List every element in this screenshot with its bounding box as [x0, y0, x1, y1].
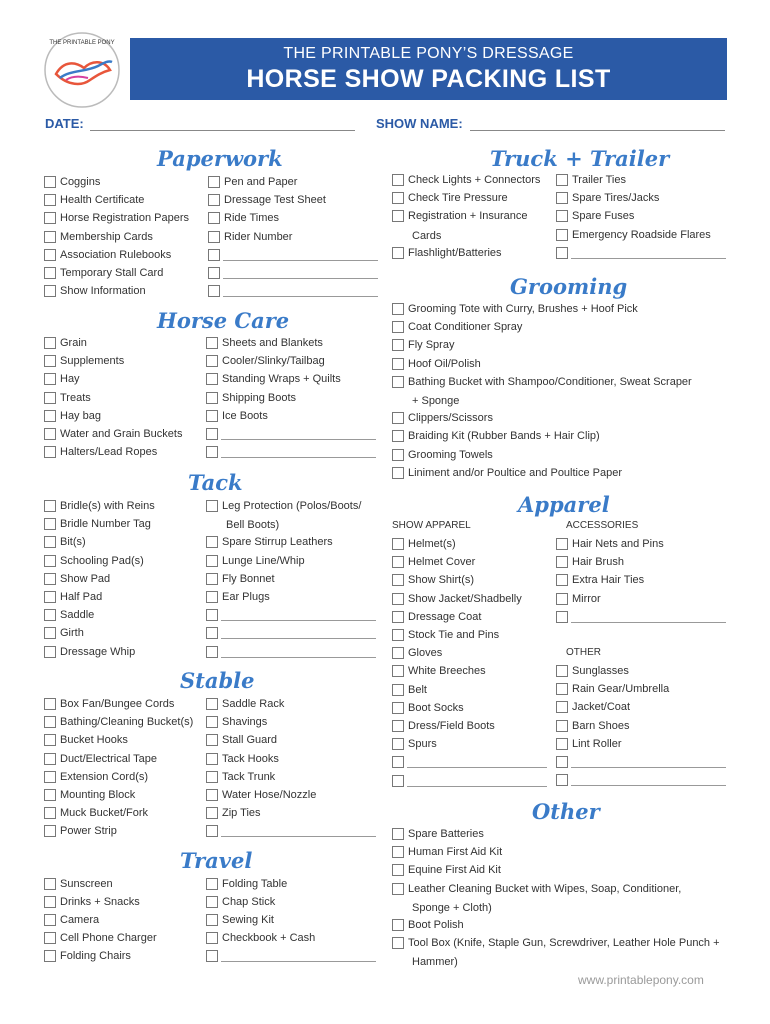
checklist-item-label: Shipping Boots — [222, 391, 296, 404]
checkbox[interactable] — [392, 467, 404, 479]
checklist-item-label: Ride Times — [224, 212, 280, 225]
checklist-item-label: Schooling Pad(s) — [60, 554, 144, 567]
checkbox[interactable] — [206, 698, 218, 710]
checkbox[interactable] — [392, 828, 404, 840]
checkbox[interactable] — [206, 337, 218, 349]
checklist-item-label: Dressage Whip — [60, 645, 136, 658]
blank-write-in-line[interactable] — [221, 638, 376, 639]
checklist-item-label: Bridle(s) with Reins — [60, 500, 155, 512]
checklist-item-label: Box Fan/Bungee Cords — [60, 698, 175, 710]
blank-write-in-line[interactable] — [223, 260, 378, 261]
checkbox[interactable] — [206, 734, 218, 746]
checkbox[interactable] — [206, 646, 218, 658]
checklist-item-label: Stock Tie and Pins — [408, 629, 500, 641]
checklist-item-label: Sunscreen — [60, 878, 113, 890]
checkbox[interactable] — [556, 774, 568, 786]
checklist-item-continuation: Hammer) — [412, 956, 458, 969]
checklist-item-label: Rain Gear/Umbrella — [572, 683, 670, 696]
checkbox[interactable] — [392, 684, 404, 696]
checkbox[interactable] — [44, 176, 56, 188]
checklist-item-label: Flashlight/Batteries — [408, 246, 502, 259]
section-title-grooming: Grooming — [510, 274, 628, 299]
checklist-item-label: Braiding Kit (Rubber Bands + Hair Clip) — [408, 430, 600, 443]
checkbox[interactable] — [392, 358, 404, 370]
blank-write-in-line[interactable] — [221, 836, 376, 837]
checkbox[interactable] — [44, 573, 56, 585]
checklist-item-continuation: Sponge + Cloth) — [412, 901, 492, 914]
checklist-item-label: Boot Polish — [408, 919, 464, 931]
checkbox[interactable] — [392, 883, 404, 895]
checkbox[interactable] — [206, 825, 218, 837]
checkbox[interactable] — [556, 593, 568, 605]
blank-write-in-line[interactable] — [221, 961, 376, 962]
checklist-item-label: Belt — [408, 683, 427, 696]
checklist-item-label: Extension Cord(s) — [60, 770, 149, 783]
checklist-item-label: Sunglasses — [572, 665, 629, 677]
checkbox[interactable] — [44, 194, 56, 206]
checkbox[interactable] — [44, 536, 56, 548]
checkbox[interactable] — [44, 500, 56, 512]
checkbox[interactable] — [44, 627, 56, 639]
checklist-item-label: Pen and Paper — [224, 176, 298, 188]
checklist-item-label: Human First Aid Kit — [408, 846, 503, 859]
checkbox[interactable] — [206, 914, 218, 926]
checklist-item-label: Boot Socks — [408, 701, 464, 714]
checklist-item-label: Show Shirt(s) — [408, 574, 475, 587]
checklist-item-label: Gloves — [408, 647, 443, 660]
checkbox[interactable] — [392, 702, 404, 714]
checklist-item-label: Ear Plugs — [222, 591, 270, 603]
blank-write-in-line[interactable] — [223, 278, 378, 279]
checkbox[interactable] — [206, 932, 218, 944]
checklist-item-label: Mirror — [572, 592, 601, 605]
checklist-item-label: Saddle Rack — [222, 698, 285, 710]
checkbox[interactable] — [556, 229, 568, 241]
checkbox[interactable] — [44, 392, 56, 404]
checklist-item-label: Cooler/Slinky/Tailbag — [222, 355, 325, 368]
checkbox[interactable] — [392, 449, 404, 461]
checklist-item-label: Standing Wraps + Quilts — [222, 373, 341, 386]
checkbox[interactable] — [556, 683, 568, 695]
checkbox[interactable] — [206, 896, 218, 908]
checklist-item-continuation: + Sponge — [412, 395, 460, 407]
checklist-item-label: Dress/Field Boots — [408, 720, 495, 732]
checkbox[interactable] — [44, 698, 56, 710]
checklist-item-label: Leg Protection (Polos/Boots/ — [222, 500, 362, 512]
checkbox[interactable] — [44, 716, 56, 728]
checklist-item-label: Grooming Tote with Curry, Brushes + Hoof Pick — [408, 303, 638, 315]
checklist-item-label: Girth — [60, 627, 84, 640]
checkbox[interactable] — [556, 192, 568, 204]
checklist-item-label: Hay bag — [60, 409, 101, 422]
checkbox[interactable] — [206, 355, 218, 367]
checkbox[interactable] — [392, 210, 404, 222]
checkbox[interactable] — [44, 212, 56, 224]
checkbox[interactable] — [208, 212, 220, 224]
checkbox[interactable] — [206, 555, 218, 567]
checklist-item-label: Spare Fuses — [572, 210, 635, 223]
checklist-item-continuation: Cards — [412, 229, 442, 242]
checkbox[interactable] — [556, 174, 568, 186]
checkbox[interactable] — [206, 573, 218, 585]
checkbox[interactable] — [44, 518, 56, 530]
banner-subtitle: THE PRINTABLE PONY’S DRESSAGE — [283, 45, 574, 62]
checkbox[interactable] — [206, 807, 218, 819]
date-label: DATE: — [45, 116, 84, 131]
section-title-tack: Tack — [188, 470, 243, 495]
checkbox[interactable] — [392, 556, 404, 568]
checklist-item-label: Tack Trunk — [222, 770, 276, 783]
checklist-item-label: Bathing/Cleaning Bucket(s) — [60, 716, 194, 729]
checkbox[interactable] — [206, 446, 218, 458]
checkbox[interactable] — [44, 249, 56, 261]
checklist-item-label: Hair Brush — [572, 556, 624, 569]
blank-write-in-line[interactable] — [407, 786, 547, 787]
checklist-item-label: Lint Roller — [572, 737, 622, 750]
checkbox[interactable] — [44, 789, 56, 801]
checklist-item-label: Saddle — [60, 609, 95, 622]
checkbox[interactable] — [392, 846, 404, 858]
checklist-item-label: Barn Shoes — [572, 719, 630, 732]
date-field[interactable] — [90, 130, 355, 131]
checkbox[interactable] — [208, 267, 220, 279]
checkbox[interactable] — [556, 611, 568, 623]
checkbox[interactable] — [556, 665, 568, 677]
checklist-item-label: Bucket Hooks — [60, 734, 128, 747]
show-apparel-label: SHOW APPAREL — [392, 520, 471, 531]
checkbox[interactable] — [392, 756, 404, 768]
checkbox[interactable] — [44, 285, 56, 297]
checkbox[interactable] — [392, 174, 404, 186]
blank-write-in-line[interactable] — [571, 622, 726, 623]
accessories-label: ACCESSORIES — [566, 520, 639, 531]
checklist-item-label: Coggins — [60, 176, 101, 188]
checkbox[interactable] — [44, 825, 56, 837]
checkbox[interactable] — [556, 538, 568, 550]
checkbox[interactable] — [556, 756, 568, 768]
checkbox[interactable] — [392, 864, 404, 876]
section-title-horse-care: Horse Care — [157, 308, 290, 333]
blank-write-in-line[interactable] — [407, 767, 547, 768]
checklist-item-label: Spare Batteries — [408, 828, 484, 840]
checklist-item-label: Dressage Test Sheet — [224, 194, 326, 207]
checklist-item-label: Sewing Kit — [222, 914, 274, 926]
checkbox[interactable] — [44, 932, 56, 944]
checklist-item-label: Extra Hair Ties — [572, 574, 645, 587]
checklist-item-label: Health Certificate — [60, 194, 145, 207]
checklist-item-label: Spare Tires/Jacks — [572, 192, 660, 205]
checklist-item-label: Spurs — [408, 738, 437, 751]
checklist-item-label: Show Information — [60, 285, 146, 298]
checklist-item-label: Helmet Cover — [408, 556, 476, 569]
checklist-item-label: Grain — [60, 337, 87, 349]
checkbox[interactable] — [392, 376, 404, 388]
checkbox[interactable] — [44, 446, 56, 458]
checklist-item-label: Camera — [60, 914, 100, 926]
checklist-item-label: Bridle Number Tag — [60, 518, 151, 531]
checkbox[interactable] — [44, 609, 56, 621]
checklist-item-label: Supplements — [60, 355, 125, 368]
checklist-item-label: Liniment and/or Poultice and Poultice Paper — [408, 466, 623, 479]
checkbox[interactable] — [44, 914, 56, 926]
checklist-item-label: Ice Boots — [222, 409, 268, 422]
checklist-item-label: Tool Box (Knife, Staple Gun, Screwdriver, Leather Hole Punch + — [408, 937, 720, 950]
checkbox[interactable] — [206, 627, 218, 639]
checkbox[interactable] — [556, 738, 568, 750]
checkbox[interactable] — [392, 321, 404, 333]
checklist-item-label: Chap Stick — [222, 896, 276, 908]
checkbox[interactable] — [392, 574, 404, 586]
checkbox[interactable] — [392, 593, 404, 605]
checklist-item-label: Drinks + Snacks — [60, 896, 140, 908]
checkbox[interactable] — [208, 176, 220, 188]
checklist-item-label: Shavings — [222, 716, 268, 729]
section-title-other: Other — [532, 799, 600, 824]
checkbox[interactable] — [556, 720, 568, 732]
checkbox[interactable] — [392, 192, 404, 204]
checklist-item-label: Check Tire Pressure — [408, 192, 508, 205]
checklist-item-label: Water and Grain Buckets — [60, 428, 183, 440]
blank-write-in-line[interactable] — [221, 439, 376, 440]
checklist-item-label: Cell Phone Charger — [60, 932, 157, 944]
checklist-item-label: Show Jacket/Shadbelly — [408, 592, 522, 605]
checkbox[interactable] — [392, 647, 404, 659]
checklist-item-label: Jacket/Coat — [572, 701, 631, 714]
checklist-item-label: Hay — [60, 373, 80, 386]
checklist-item-label: Water Hose/Nozzle — [222, 789, 317, 801]
checklist-item-label: Registration + Insurance — [408, 210, 528, 223]
section-title-apparel: Apparel — [518, 492, 610, 517]
checkbox[interactable] — [208, 285, 220, 297]
checklist-item-label: Hoof Oil/Polish — [408, 357, 481, 370]
checkbox[interactable] — [206, 591, 218, 603]
checklist-item-label: Half Pad — [60, 591, 103, 603]
checkbox[interactable] — [392, 738, 404, 750]
checklist-item-label: Bathing Bucket with Shampoo/Conditioner, Sweat Scraper — [408, 375, 692, 388]
blank-write-in-line[interactable] — [221, 657, 376, 658]
blank-write-in-line[interactable] — [571, 785, 726, 786]
checkbox[interactable] — [208, 194, 220, 206]
blank-write-in-line[interactable] — [221, 457, 376, 458]
checklist-item-label: Association Rulebooks — [60, 248, 172, 261]
checkbox[interactable] — [206, 373, 218, 385]
footer-url: www.printablepony.com — [578, 973, 704, 987]
checkbox[interactable] — [208, 249, 220, 261]
checkbox[interactable] — [392, 919, 404, 931]
checkbox[interactable] — [392, 430, 404, 442]
checklist-item-label: Show Pad — [60, 572, 111, 585]
checkbox[interactable] — [44, 428, 56, 440]
show-name-label: SHOW NAME: — [376, 116, 463, 131]
checkbox[interactable] — [392, 937, 404, 949]
checkbox[interactable] — [556, 701, 568, 713]
checkbox[interactable] — [44, 950, 56, 962]
checkbox[interactable] — [206, 878, 218, 890]
checkbox[interactable] — [392, 720, 404, 732]
checkbox[interactable] — [392, 247, 404, 259]
checklist-item-label: Emergency Roadside Flares — [572, 228, 711, 241]
section-title-travel: Travel — [180, 848, 253, 873]
checklist-item-continuation: Bell Boots) — [226, 519, 280, 532]
checkbox[interactable] — [44, 410, 56, 422]
checkbox[interactable] — [206, 789, 218, 801]
other-apparel-label: OTHER — [566, 647, 601, 658]
blank-write-in-line[interactable] — [571, 767, 726, 768]
checklist-item-label: Muck Bucket/Fork — [60, 807, 149, 820]
checkbox[interactable] — [206, 753, 218, 765]
title-banner — [130, 38, 727, 100]
checklist-item-label: Horse Registration Papers — [60, 212, 190, 225]
checkbox[interactable] — [556, 574, 568, 586]
checklist-item-label: Coat Conditioner Spray — [408, 321, 523, 334]
checkbox[interactable] — [206, 950, 218, 962]
checkbox[interactable] — [556, 210, 568, 222]
banner-title: HORSE SHOW PACKING LIST — [246, 65, 611, 93]
checkbox[interactable] — [392, 665, 404, 677]
checklist-item-label: Mounting Block — [60, 789, 136, 801]
checkbox[interactable] — [44, 646, 56, 658]
checklist-item-label: Halters/Lead Ropes — [60, 446, 158, 459]
section-title-truck-trailer: Truck + Trailer — [490, 146, 670, 171]
checkbox[interactable] — [392, 775, 404, 787]
svg-text:THE PRINTABLE PONY: THE PRINTABLE PONY — [49, 40, 115, 46]
checkbox[interactable] — [44, 591, 56, 603]
blank-write-in-line[interactable] — [221, 620, 376, 621]
checklist-item-label: Treats — [60, 391, 91, 404]
checklist-item-label: Membership Cards — [60, 230, 153, 243]
checklist-item-label: Grooming Towels — [408, 448, 493, 461]
checkbox[interactable] — [392, 303, 404, 315]
checkbox[interactable] — [206, 716, 218, 728]
section-title-stable: Stable — [180, 668, 255, 693]
checkbox[interactable] — [44, 753, 56, 765]
checklist-item-label: Leather Cleaning Bucket with Wipes, Soap, Conditioner, — [408, 882, 682, 895]
checkbox[interactable] — [44, 771, 56, 783]
checklist-item-label: Checkbook + Cash — [222, 932, 316, 944]
checklist-item-label: Power Strip — [60, 825, 117, 838]
show-name-field[interactable] — [470, 130, 725, 131]
checkbox[interactable] — [44, 373, 56, 385]
checkbox[interactable] — [44, 337, 56, 349]
section-title-paperwork: Paperwork — [157, 146, 283, 171]
checkbox[interactable] — [392, 629, 404, 641]
checkbox[interactable] — [206, 609, 218, 621]
checkbox[interactable] — [208, 231, 220, 243]
checklist-item-label: White Breeches — [408, 665, 486, 678]
checklist-item-label: Tack Hooks — [222, 752, 279, 765]
checklist-item-label: Folding Chairs — [60, 950, 131, 962]
blank-write-in-line[interactable] — [223, 296, 378, 297]
checklist-item-label: Spare Stirrup Leathers — [222, 536, 333, 549]
checklist-item-label: Lunge Line/Whip — [222, 554, 305, 567]
checklist-item-label: Fly Bonnet — [222, 572, 275, 585]
checkbox[interactable] — [206, 428, 218, 440]
checkbox[interactable] — [44, 267, 56, 279]
blank-write-in-line[interactable] — [571, 258, 726, 259]
checkbox[interactable] — [44, 555, 56, 567]
checkbox[interactable] — [556, 556, 568, 568]
printable-pony-logo — [42, 30, 122, 110]
checkbox[interactable] — [44, 355, 56, 367]
checkbox[interactable] — [206, 536, 218, 548]
checklist-item-label: Duct/Electrical Tape — [60, 752, 158, 765]
checkbox[interactable] — [392, 412, 404, 424]
checklist-item-label: Equine First Aid Kit — [408, 864, 501, 877]
checklist-item-label: Rider Number — [224, 230, 293, 243]
checklist-item-label: Check Lights + Connectors — [408, 174, 541, 186]
checklist-item-label: Fly Spray — [408, 339, 455, 352]
checklist-item-label: Trailer Ties — [572, 174, 626, 186]
checkbox[interactable] — [206, 500, 218, 512]
checklist-item-label: Bit(s) — [60, 536, 86, 549]
checklist-item-label: Folding Table — [222, 878, 288, 890]
checklist-item-label: Stall Guard — [222, 734, 278, 747]
checkbox[interactable] — [392, 611, 404, 623]
checkbox[interactable] — [44, 896, 56, 908]
checklist-item-label: Zip Ties — [222, 807, 261, 820]
checkbox[interactable] — [44, 734, 56, 746]
checklist-item-label: Clippers/Scissors — [408, 412, 493, 425]
checkbox[interactable] — [392, 538, 404, 550]
checklist-item-label: Temporary Stall Card — [60, 267, 164, 279]
checkbox[interactable] — [44, 878, 56, 890]
checklist-item-label: Dressage Coat — [408, 610, 482, 623]
checkbox[interactable] — [392, 339, 404, 351]
checklist-item-label: Sheets and Blankets — [222, 337, 323, 349]
checkbox[interactable] — [206, 410, 218, 422]
checkbox[interactable] — [44, 807, 56, 819]
checkbox[interactable] — [206, 392, 218, 404]
checkbox[interactable] — [44, 231, 56, 243]
checklist-item-label: Helmet(s) — [408, 538, 456, 550]
checkbox[interactable] — [556, 247, 568, 259]
checkbox[interactable] — [206, 771, 218, 783]
checklist-item-label: Hair Nets and Pins — [572, 538, 664, 550]
